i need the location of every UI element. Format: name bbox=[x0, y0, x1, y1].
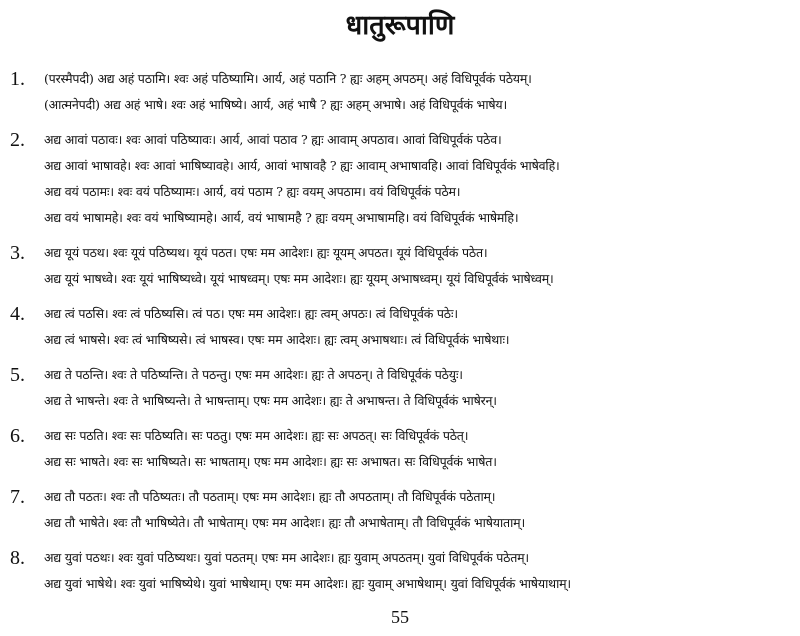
item-lines bbox=[44, 484, 792, 536]
text-line: अद्य तौ पठतः। श्वः तौ पठिष्यतः। तौ पठताम्। एषः मम आदेशः। ह्यः तौ अपठताम्। तौ विधिपूर्वकं पठेताम्। bbox=[44, 489, 496, 504]
list-item bbox=[10, 545, 792, 597]
item-number: 1. bbox=[10, 68, 25, 90]
item-lines bbox=[44, 240, 792, 292]
text-line: (परस्मैपदी) अद्य अहं पठामि। श्वः अहं पठिष्यामि। आर्य, अहं पठानि ? ह्यः अहम् अपठम्। अहं विधिपूर्वकं पठेयम्। bbox=[44, 71, 532, 86]
text-line: अद्य त्वं पठसि। श्वः त्वं पठिष्यसि। त्वं पठ। एषः मम आदेशः। ह्यः त्वम् अपठः। त्वं विधिपूर्वकं पठेः। bbox=[44, 306, 458, 321]
item-number: 8. bbox=[10, 547, 25, 569]
item-number: 2. bbox=[10, 129, 25, 151]
page-number: 55 bbox=[391, 607, 409, 627]
item-number: 6. bbox=[10, 425, 25, 447]
text-line: अद्य तौ भाषेते। श्वः तौ भाषिष्येते। तौ भाषेताम्। एषः मम आदेशः। ह्यः तौ अभाषेताम्। तौ विधिपूर्वकं भाषेयाताम्। bbox=[44, 515, 525, 530]
list-item bbox=[10, 301, 792, 353]
item-lines bbox=[44, 127, 792, 231]
item-number: 7. bbox=[10, 486, 25, 508]
item-lines bbox=[44, 66, 792, 118]
text-line: अद्य सः भाषते। श्वः सः भाषिष्यते। सः भाषताम्। एषः मम आदेशः। ह्यः सः अभाषत। सः विधिपूर्वकं भाषेत। bbox=[44, 454, 497, 469]
list-item bbox=[10, 66, 792, 118]
item-number: 5. bbox=[10, 364, 25, 386]
entry-list bbox=[10, 66, 792, 606]
item-lines bbox=[44, 423, 792, 475]
list-item bbox=[10, 240, 792, 292]
item-lines bbox=[44, 545, 792, 597]
text-line: (आत्मनेपदी) अद्य अहं भाषे। श्वः अहं भाषिष्ये। आर्य, अहं भाषै ? ह्यः अहम् अभाषे। अहं विधिपूर्वकं भाषेय। bbox=[44, 97, 507, 112]
list-item bbox=[10, 423, 792, 475]
text-line: अद्य सः पठति। श्वः सः पठिष्यति। सः पठतु। एषः मम आदेशः। ह्यः सः अपठत्। सः विधिपूर्वकं पठेत्। bbox=[44, 428, 469, 443]
list-item bbox=[10, 362, 792, 414]
text-line: अद्य आवां पठावः। श्वः आवां पठिष्यावः। आर्य, आवां पठाव ? ह्यः आवाम् अपठाव। आवां विधिपूर्वकं पठेव। bbox=[44, 132, 502, 147]
text-line: अद्य आवां भाषावहे। श्वः आवां भाषिष्यावहे। आर्य, आवां भाषावहै ? ह्यः आवाम् अभाषावहि। आवां विधिपूर्वकं भाषेवहि। bbox=[44, 158, 560, 173]
item-lines bbox=[44, 362, 792, 414]
text-line: अद्य वयं पठामः। श्वः वयं पठिष्यामः। आर्य, वयं पठाम ? ह्यः वयम् अपठाम। वयं विधिपूर्वकं पठेम। bbox=[44, 184, 461, 199]
item-number: 3. bbox=[10, 242, 25, 264]
item-number: 4. bbox=[10, 303, 25, 325]
text-line: अद्य वयं भाषामहे। श्वः वयं भाषिष्यामहे। आर्य, वयं भाषामहै ? ह्यः वयम् अभाषामहि। वयं विधिपूर्वकं भाषेमहि। bbox=[44, 210, 519, 225]
list-item bbox=[10, 127, 792, 231]
text-line: अद्य ते पठन्ति। श्वः ते पठिष्यन्ति। ते पठन्तु। एषः मम आदेशः। ह्यः ते अपठन्। ते विधिपूर्वकं पठेयुः। bbox=[44, 367, 463, 382]
text-line: अद्य यूयं भाषध्वे। श्वः यूयं भाषिष्यध्वे। यूयं भाषध्वम्। एषः मम आदेशः। ह्यः यूयम् अभाषध्वम्। यूयं विधिपूर्वकं भाषेध्वम्। bbox=[44, 271, 554, 286]
text-line: अद्य युवां भाषेथे। श्वः युवां भाषिष्येथे। युवां भाषेथाम्। एषः मम आदेशः। ह्यः युवाम् अभाषेथाम्। युवां विधिपूर्वकं भाषेयाथाम्। bbox=[44, 576, 571, 591]
text-line: अद्य युवां पठथः। श्वः युवां पठिष्यथः। युवां पठतम्। एषः मम आदेशः। ह्यः युवाम् अपठतम्। युवां विधिपूर्वकं पठेतम्। bbox=[44, 550, 529, 565]
page-title: धातुरूपाणि bbox=[345, 10, 455, 41]
item-lines bbox=[44, 301, 792, 353]
list-item bbox=[10, 484, 792, 536]
text-line: अद्य यूयं पठथ। श्वः यूयं पठिष्यथ। यूयं पठत। एषः मम आदेशः। ह्यः यूयम् अपठत। यूयं विधिपूर्वकं पठेत। bbox=[44, 245, 488, 260]
text-line: अद्य ते भाषन्ते। श्वः ते भाषिष्यन्ते। ते भाषन्ताम्। एषः मम आदेशः। ह्यः ते अभाषन्त। ते विधिपूर्वकं भाषेरन्। bbox=[44, 393, 497, 408]
text-line: अद्य त्वं भाषसे। श्वः त्वं भाषिष्यसे। त्वं भाषस्व। एषः मम आदेशः। ह्यः त्वम् अभाषथाः। त्वं विधिपूर्वकं भाषेथाः। bbox=[44, 332, 510, 347]
